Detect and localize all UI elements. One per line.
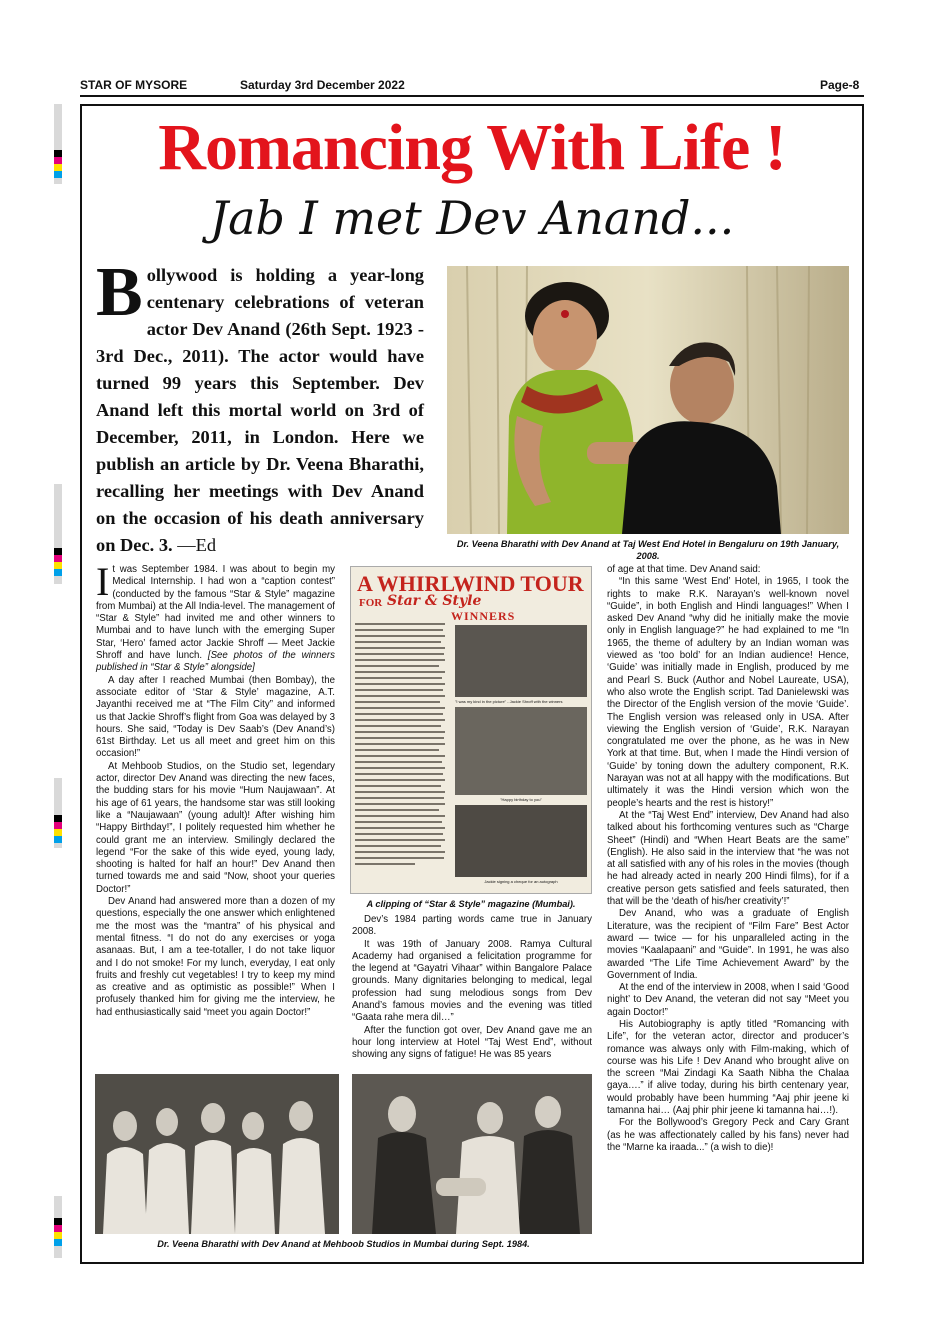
editor-credit: —Ed — [177, 535, 217, 555]
col2-paragraph: After the function got over, Dev Anand gave me an hour long interview at Hotel “Taj West End”, without showing any signs of fatigue! He was 85 years — [352, 1024, 592, 1061]
color-swatch — [54, 1232, 62, 1239]
photo-mehboob-studios-birthday — [352, 1074, 592, 1234]
intro-dropcap: B — [96, 254, 143, 331]
col1-paragraph — [96, 559, 335, 675]
clipping-text-lines — [355, 623, 451, 883]
clipping-caption: A clipping of “Star & Style” magazine (Mumbai). — [366, 899, 576, 909]
photo-mehboob-studios-group — [95, 1074, 339, 1234]
clipping-caption-1: "I was my kind in the picture" - Jackie Shroff with the winners — [455, 699, 563, 704]
col3-paragraph: At the “Taj West End” interview, Dev Anand had also talked about his forthcoming ventures such as “Charge Sheet” (Hindi) and “When Heart Beats are the same” (English). He also said in the interview that “he was not at all satisfied with any of his roles in the movies (though he had already acted in nearly 200 Hindi films), for if a creative person gets satisfied and feels saturated, then that will be the ‘death of his/her creativity’!” — [607, 809, 849, 908]
clipping-photo-2 — [455, 707, 587, 795]
photo-illustration — [95, 1074, 339, 1234]
col2-paragraph: It was 19th of January 2008. Ramya Cultural Academy had organised a felicitation programme for the legend at “Gayatri Vihaar” within Bangalore Palace grounds. Many dignitaries belonging to medical, legal profession had sung melodious songs from Dev Anand’s famous movies and the evening was titled “Gaata rahe mera dil…” — [352, 938, 592, 1024]
color-swatch — [54, 150, 62, 157]
page-number: Page-8 — [820, 78, 860, 92]
col3-paragraph: “In this same ‘West End’ Hotel, in 1965, I took the rights to make R.K. Narayan’s well-known novel “Guide”, in both English and Hindi languages!” When I asked Dev Anand “why did he initially make the movie only in English language?” he had explained to me “In 1965, the theme of adultery by an Indian woman was viewed as ‘too bold’ for an Indian audience! Hence, ‘Guide’ was initially made in English, produced by me and Pearl S. Buck (Author and Nobel Laureate, USA), who also wrote the English script. Tad Danielewski was the Director of the English version of the movie ‘Guide’. The English version was released only in USA. After viewing the English version of ‘Guide’, R.K. Narayan congratulated me over the phone, as he was in New York at that time. But, when I made the Hindi version of ‘Guide’ by toning down the adultery component, R.K. Narayan was not at all happy with the modifications. But ultimately it was the Hindi version which won the people’s hearts and the rest is history!” — [607, 576, 849, 809]
color-swatch — [54, 1239, 62, 1246]
color-swatch — [54, 548, 62, 555]
col3-paragraph: of age at that time. Dev Anand said: — [607, 564, 761, 575]
photo-dev-anand-2008 — [447, 266, 849, 534]
header-rule — [80, 95, 864, 97]
col3-paragraph: Dev Anand, who was a graduate of English Literature, was the recipient of “Film Fare” Best Actor award — twice — for his unparalleled acting in the movies “Kaalapaani” and “Guide”. In 1991, he was also awarded “The Life Time Achievement Award” by the Government of India. — [607, 908, 849, 981]
photo-top-caption: Dr. Veena Bharathi with Dev Anand at Taj West End Hotel in Bengaluru on 19th January, 2008. — [456, 539, 840, 561]
clipping-for: FOR — [359, 597, 383, 609]
article-column-1 — [96, 559, 335, 1019]
color-swatch — [54, 569, 62, 576]
color-swatch — [54, 171, 62, 178]
clipping-photo-1 — [455, 625, 587, 697]
headline-subtitle: Jab I met Dev Anand... — [209, 191, 735, 245]
col1-text: t was September 1984. I was about to begin my Medical Internship. I had won a “caption contest” (conducted by the famous “Star & Style” magazine from Mumbai) at the All India-level. The management of “Star & Style” had invited me and other winners to Mumbai and to have lunch with the emerging Super Star, ‘Hero’ famed actor Jackie Shroff — Meet Jackie Shroff and have lunch. — [96, 564, 335, 662]
newspaper-name: STAR OF MYSORE — [80, 78, 188, 92]
headline-title: Romancing With Life ! — [158, 111, 786, 184]
clipping-brand: Star & Style — [387, 593, 482, 609]
color-swatch — [54, 1218, 62, 1225]
color-swatch — [54, 157, 62, 164]
clipping-photo-3 — [455, 805, 587, 877]
clipping-winners: WINNERS — [451, 609, 516, 623]
color-swatch — [54, 815, 62, 822]
magazine-clipping — [350, 566, 592, 894]
col2-paragraph: Dev’s 1984 parting words came true in January 2008. — [352, 914, 592, 938]
photo-illustration — [352, 1074, 592, 1234]
photo-illustration — [447, 266, 849, 534]
col1-italic-note: [See photos of the winners published in “Star & Style” alongside] — [96, 650, 335, 674]
color-swatch — [54, 822, 62, 829]
color-swatch — [54, 829, 62, 836]
issue-date: Saturday 3rd December 2022 — [240, 78, 405, 92]
article-column-2 — [352, 914, 592, 1062]
clipping-title: A WHIRLWIND TOUR — [357, 571, 584, 596]
col1-paragraph: Dev Anand had answered more than a dozen of my questions, especially the one answer which enlightened me the most was the “mantra” of his physical and mental fitness. “I do not do any exercises or yoga asanaas. But, I am a tee-totaller, I do not take liquor and I do not smoke! For my lunch, everyday, I eat only fruits and freshly cut vegetables! I try to keep my mind as creative and as optimistic as possible!” When I profusely thanked him for giving me the interview, he had enthusiastically said “meet you again Doctor!” — [96, 896, 335, 1018]
col3-paragraph: For the Bollywood’s Gregory Peck and Cary Grant (as he was affectionately called by his fans) never had the “Marne ka iraada...” (a wish to die)! — [607, 1117, 849, 1153]
article-column-3 — [607, 564, 849, 1154]
col3-paragraph: At the end of the interview in 2008, when I said ‘Good night’ to Dev Anand, the veteran did not say “Meet you again Doctor!” — [607, 982, 849, 1018]
clipping-caption-2: "Happy birthday to you" — [500, 797, 542, 802]
color-swatch — [54, 1225, 62, 1232]
col1-paragraph: At Mehboob Studios, on the Studio set, legendary actor, director Dev Anand was directing the new faces, the budding stars for his movie “Hum Naujawaan”. At his age of 61 years, the handsome star was still looking like a “Naujawaan” (young adult)! After wishing him “Happy Birthday!”, I politely requested him whether he could grant me an interview. Smilingly declared the legend “For the sake of this wide eyed, young lady, shooting is halted for half an hour!” Dev Anand then turned towards me and said “Now, shoot your queries Doctor!” — [96, 760, 335, 895]
color-swatch — [54, 164, 62, 171]
col3-paragraph: His Autobiography is aptly titled “Romancing with Life”, for the veteran actor, director and producer’s romance was always only with Film-making, which of course was his Life ! Dev Anand who brought alive on the screen “Mai Zindagi Ka Saath Nibha the Chalaa gaya….” if alive today, during his birth centenary year, would probably have been humming “Aaj phir jeene ki tamanna hai… (Aaj phir phir jeene ki tamanna hai…!). — [607, 1018, 849, 1117]
color-swatch — [54, 562, 62, 569]
intro-text: ollywood is holding a year-long centenary celebrations of veteran actor Dev Anand (26th Sept. 1923 - 3rd Dec., 2011). The actor would have turned 99 years this September. Dev Anand left this mortal world on 3rd of December, 2011, in London. Here we publish an article by Dr. Veena Bharathi, recalling her meetings with Dev Anand on the occasion of his death anniversary on Dec. 3. — [96, 265, 424, 555]
col1-dropcap: I — [96, 559, 110, 604]
clipping-caption-3: Jackie signing a cheque for an autograph — [484, 879, 558, 884]
color-swatch — [54, 555, 62, 562]
color-swatch — [54, 836, 62, 843]
intro-paragraph — [96, 254, 424, 559]
col1-paragraph: A day after I reached Mumbai (then Bombay), the associate editor of ‘Star & Style’ magazine, A.T. Jayanthi received me at “The Film City” and informed us that Jackie Shroff’s flight from Goa was delayed by 3 hours. She said, “Today is Dev Saab’s (Dev Anand’s) 61st Birthday. Let us all meet and greet him on this occasion!” — [96, 674, 335, 760]
photo-bottom-caption: Dr. Veena Bharathi with Dev Anand at Mehboob Studios in Mumbai during Sept. 1984. — [157, 1239, 530, 1249]
